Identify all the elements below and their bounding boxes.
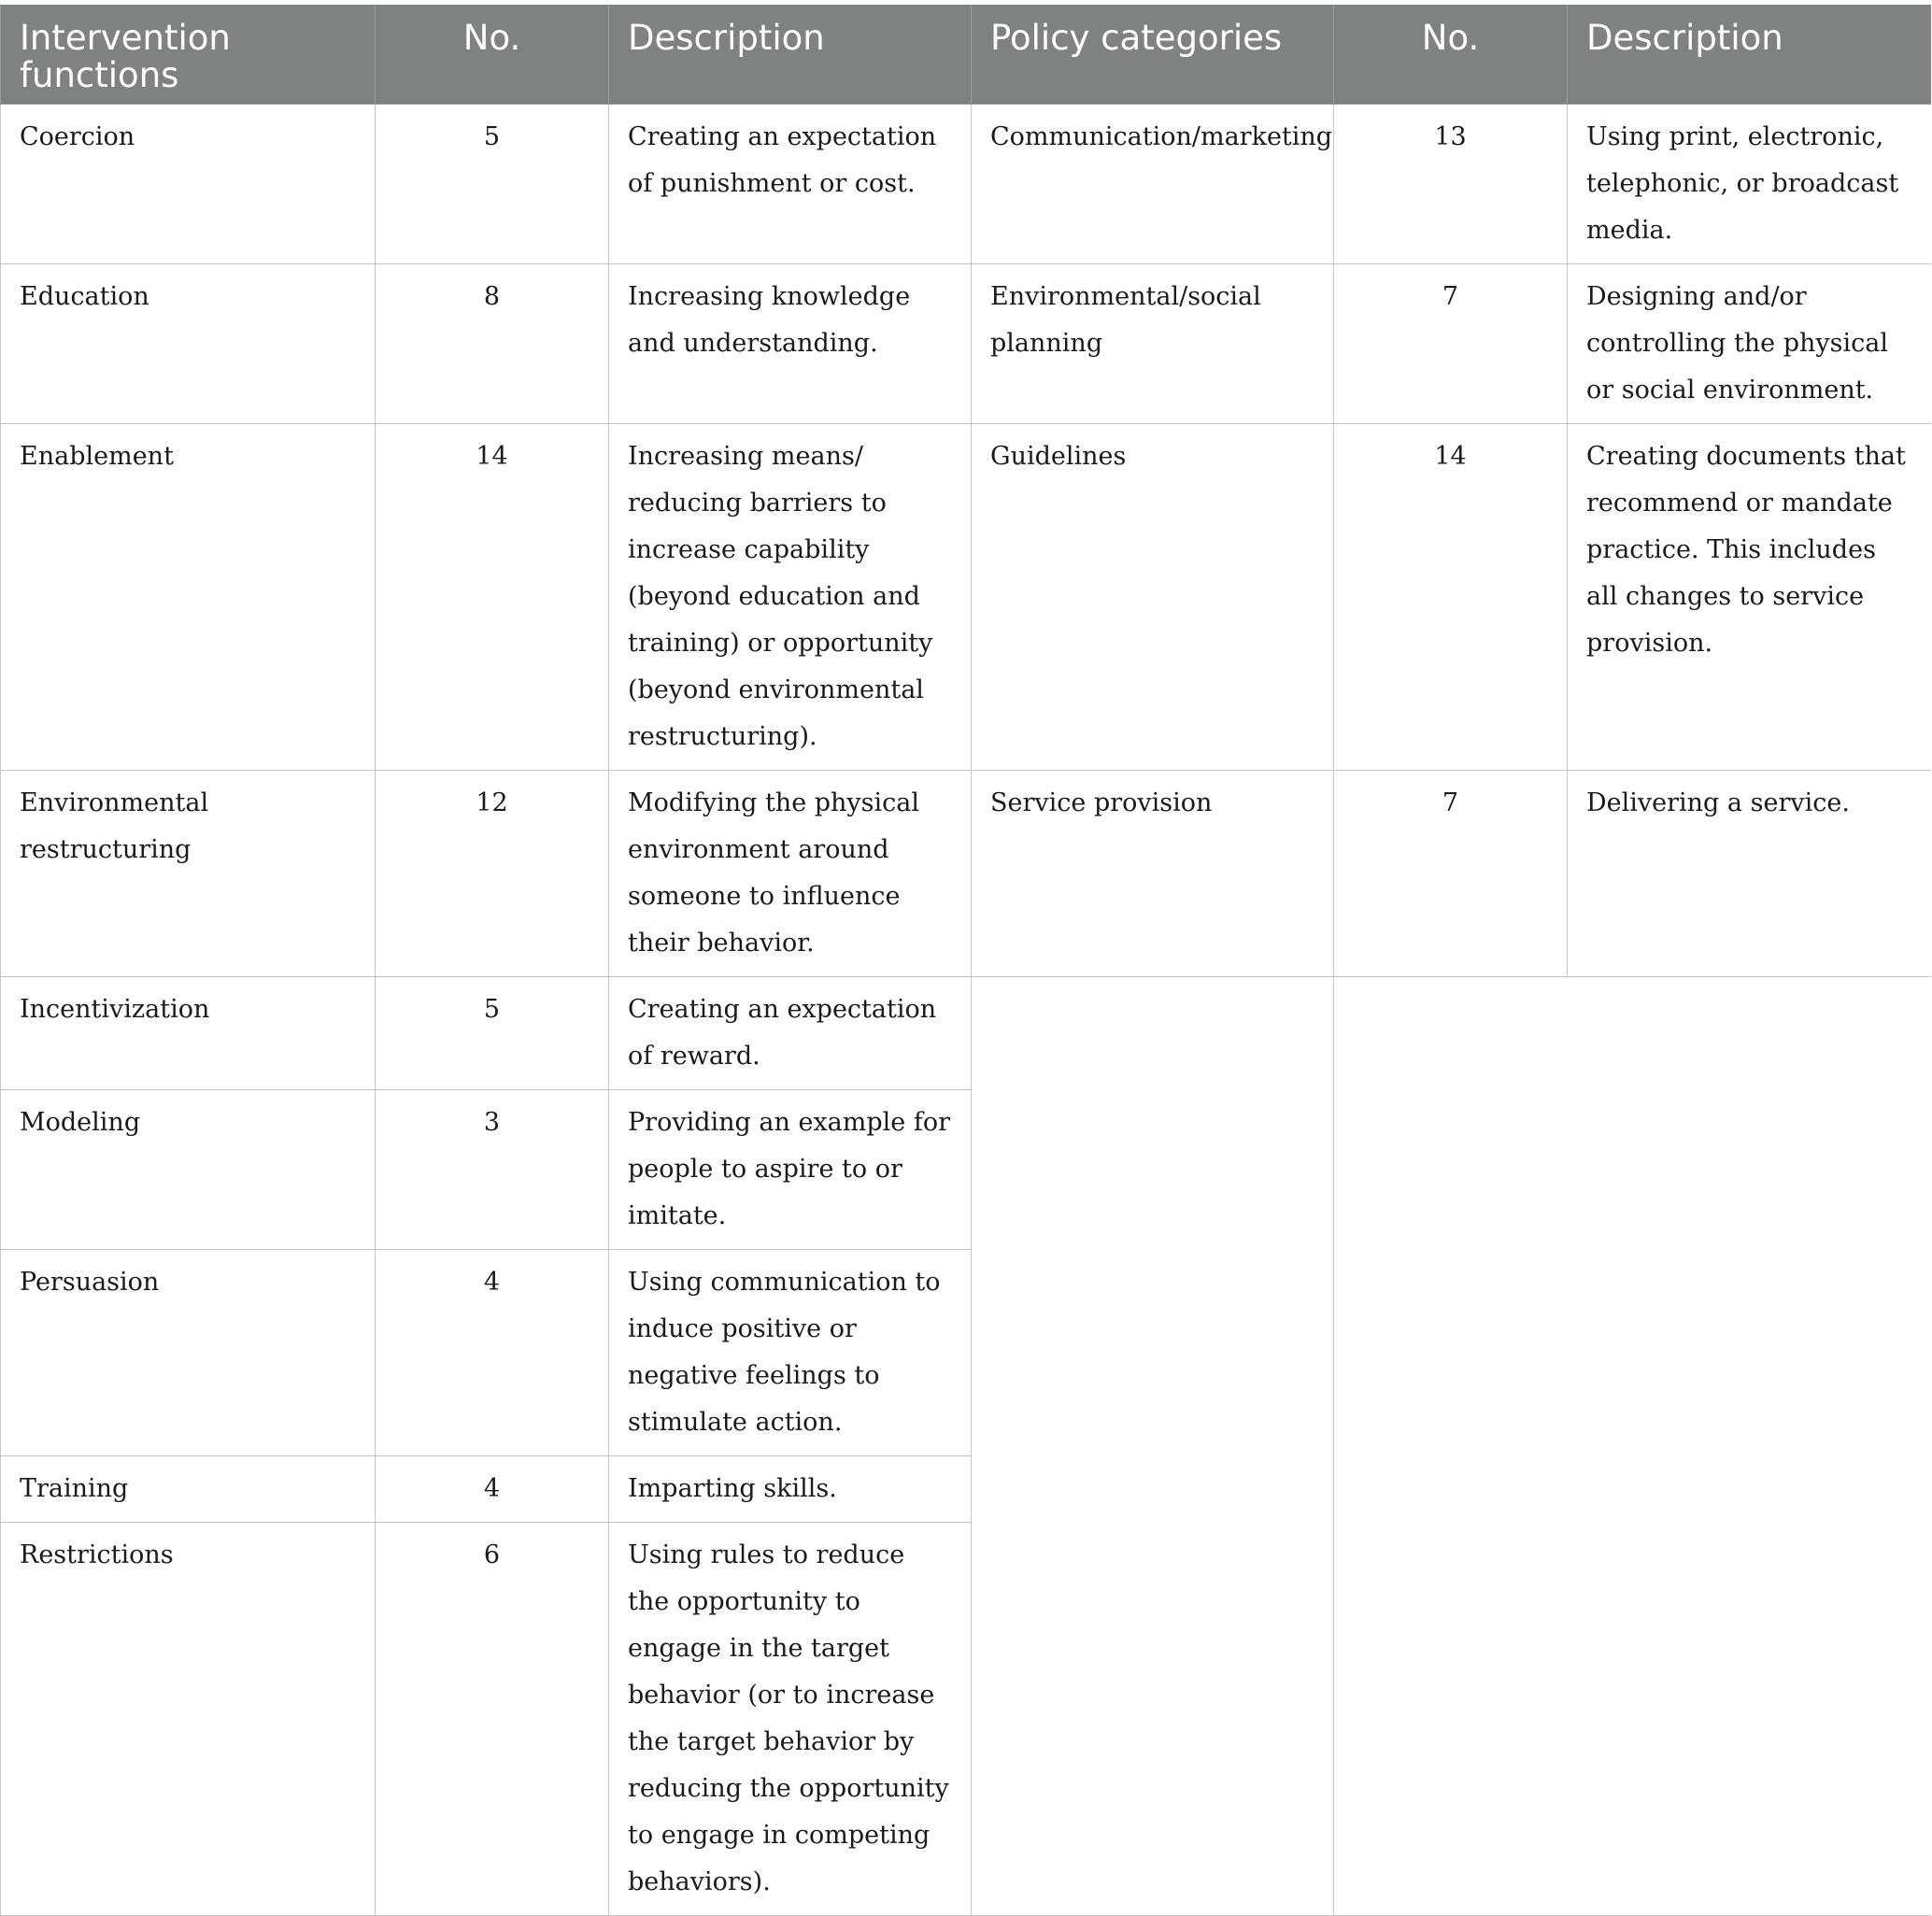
empty-policy-category-cell bbox=[972, 977, 1334, 1916]
intervention-no-cell: 3 bbox=[376, 1090, 609, 1250]
intervention-function-cell: Persuasion bbox=[1, 1250, 376, 1456]
empty-policy-cell bbox=[1334, 977, 1931, 1916]
policy-no-cell: 14 bbox=[1334, 424, 1568, 771]
policy-category-cell: Environmental/social planning bbox=[972, 264, 1334, 424]
intervention-description-cell: Increasing knowledge and understanding. bbox=[609, 264, 972, 424]
intervention-description-cell: Modifying the physical environment around someone to influence their behavior. bbox=[609, 771, 972, 977]
header-row bbox=[1, 5, 1931, 105]
policy-category-cell: Guidelines bbox=[972, 424, 1334, 771]
intervention-function-cell: Enablement bbox=[1, 424, 376, 771]
intervention-function-cell: Restrictions bbox=[1, 1523, 376, 1916]
intervention-no-cell: 14 bbox=[376, 424, 609, 771]
policy-no-cell: 13 bbox=[1334, 105, 1568, 264]
header-policy-categories: Policy categories bbox=[972, 5, 1334, 105]
header-intervention-functions: Intervention functions bbox=[1, 5, 376, 105]
intervention-description-cell: Creating an expectation of reward. bbox=[609, 977, 972, 1090]
intervention-function-cell: Coercion bbox=[1, 105, 376, 264]
intervention-no-cell: 12 bbox=[376, 771, 609, 977]
policy-category-cell: Communication/marketing bbox=[972, 105, 1334, 264]
policy-no-cell: 7 bbox=[1334, 771, 1568, 977]
policy-description-cell: Using print, electronic, telephonic, or broadcast media. bbox=[1568, 105, 1931, 264]
policy-description-cell: Creating documents that recommend or mandate practice. This includes all changes to service provision. bbox=[1568, 424, 1931, 771]
intervention-description-cell: Increasing means/ reducing barriers to increase capability (beyond education and training) or opportunity (beyond environmental restructuring). bbox=[609, 424, 972, 771]
intervention-description-cell: Using communication to induce positive or negative feelings to stimulate action. bbox=[609, 1250, 972, 1456]
table-row bbox=[1, 424, 1931, 771]
intervention-function-cell: Training bbox=[1, 1456, 376, 1523]
intervention-function-cell: Environmental restructuring bbox=[1, 771, 376, 977]
intervention-function-cell: Education bbox=[1, 264, 376, 424]
policy-no-cell: 7 bbox=[1334, 264, 1568, 424]
intervention-no-cell: 5 bbox=[376, 977, 609, 1090]
table-row bbox=[1, 264, 1931, 424]
intervention-description-cell: Using rules to reduce the opportunity to engage in the target behavior (or to increase the target behavior by reducing the opportunity to engage in competing behaviors). bbox=[609, 1523, 972, 1916]
header-description: Description bbox=[609, 5, 972, 105]
intervention-no-cell: 4 bbox=[376, 1456, 609, 1523]
table-row bbox=[1, 977, 1931, 1090]
intervention-function-cell: Modeling bbox=[1, 1090, 376, 1250]
intervention-no-cell: 5 bbox=[376, 105, 609, 264]
intervention-no-cell: 4 bbox=[376, 1250, 609, 1456]
table-row bbox=[1, 105, 1931, 264]
intervention-description-cell: Imparting skills. bbox=[609, 1456, 972, 1523]
intervention-function-cell: Incentivization bbox=[1, 977, 376, 1090]
policy-description-cell: Designing and/or controlling the physical or social environment. bbox=[1568, 264, 1931, 424]
policy-description-cell: Delivering a service. bbox=[1568, 771, 1931, 977]
header-description: Description bbox=[1568, 5, 1931, 105]
intervention-no-cell: 6 bbox=[376, 1523, 609, 1916]
intervention-no-cell: 8 bbox=[376, 264, 609, 424]
intervention-policy-table bbox=[0, 5, 1931, 1916]
intervention-description-cell: Providing an example for people to aspire to or imitate. bbox=[609, 1090, 972, 1250]
header-no: No. bbox=[376, 5, 609, 105]
header-no: No. bbox=[1334, 5, 1568, 105]
intervention-description-cell: Creating an expectation of punishment or cost. bbox=[609, 105, 972, 264]
table-row bbox=[1, 771, 1931, 977]
policy-category-cell: Service provision bbox=[972, 771, 1334, 977]
